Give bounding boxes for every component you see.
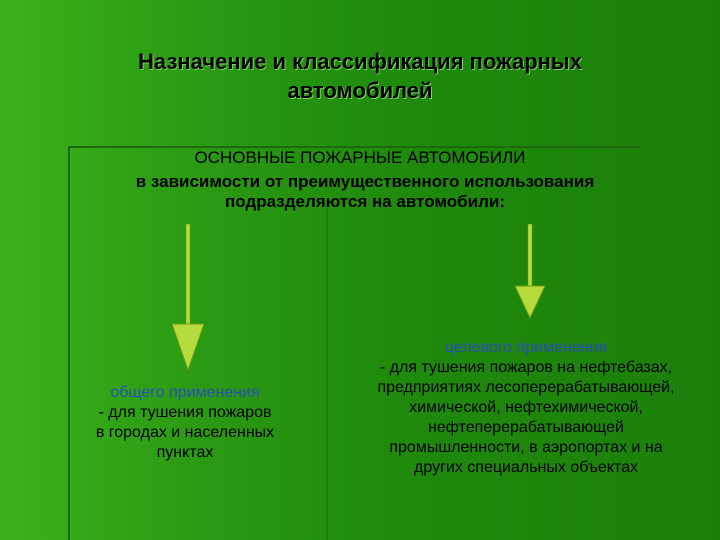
slide-title-line1: Назначение и классификация пожарных [138,49,582,74]
general-purpose-line1: - для тушения пожаров [98,404,272,421]
special-purpose-line6: других специальных объектах [414,459,638,476]
diagram-subtitle: ОСНОВНЫЕ ПОЖАРНЫЕ АВТОМОБИЛИ [194,148,526,167]
divider-vertical-middle [326,200,328,540]
special-purpose-line3: химической, нефтехимической, [409,399,643,416]
slide-title-line2: автомобилей [287,78,433,103]
general-purpose-block [70,383,300,463]
description-line2: подразделяются на автомобили: [225,192,505,211]
general-purpose-line3: пунктах [156,444,214,461]
general-purpose-line2: в городах и населенных [95,424,275,441]
special-purpose-line1: - для тушения пожаров на нефтебазах, [379,359,673,376]
diagram-description [60,172,670,212]
slide-title [60,47,660,105]
special-purpose-line5: промышленности, в аэропортах и на [389,439,663,456]
description-line1: в зависимости от преимущественного использования [135,172,595,191]
general-purpose-heading: общего применения [110,384,260,401]
special-purpose-block [336,338,716,478]
special-purpose-heading: целевого применения [444,339,608,356]
arrow-down-right-icon [512,224,548,320]
special-purpose-line2: предприятиях лесоперерабатывающей, [377,379,675,396]
special-purpose-line4: нефтеперерабатывающей [428,419,624,436]
arrow-down-left-icon [170,224,206,372]
